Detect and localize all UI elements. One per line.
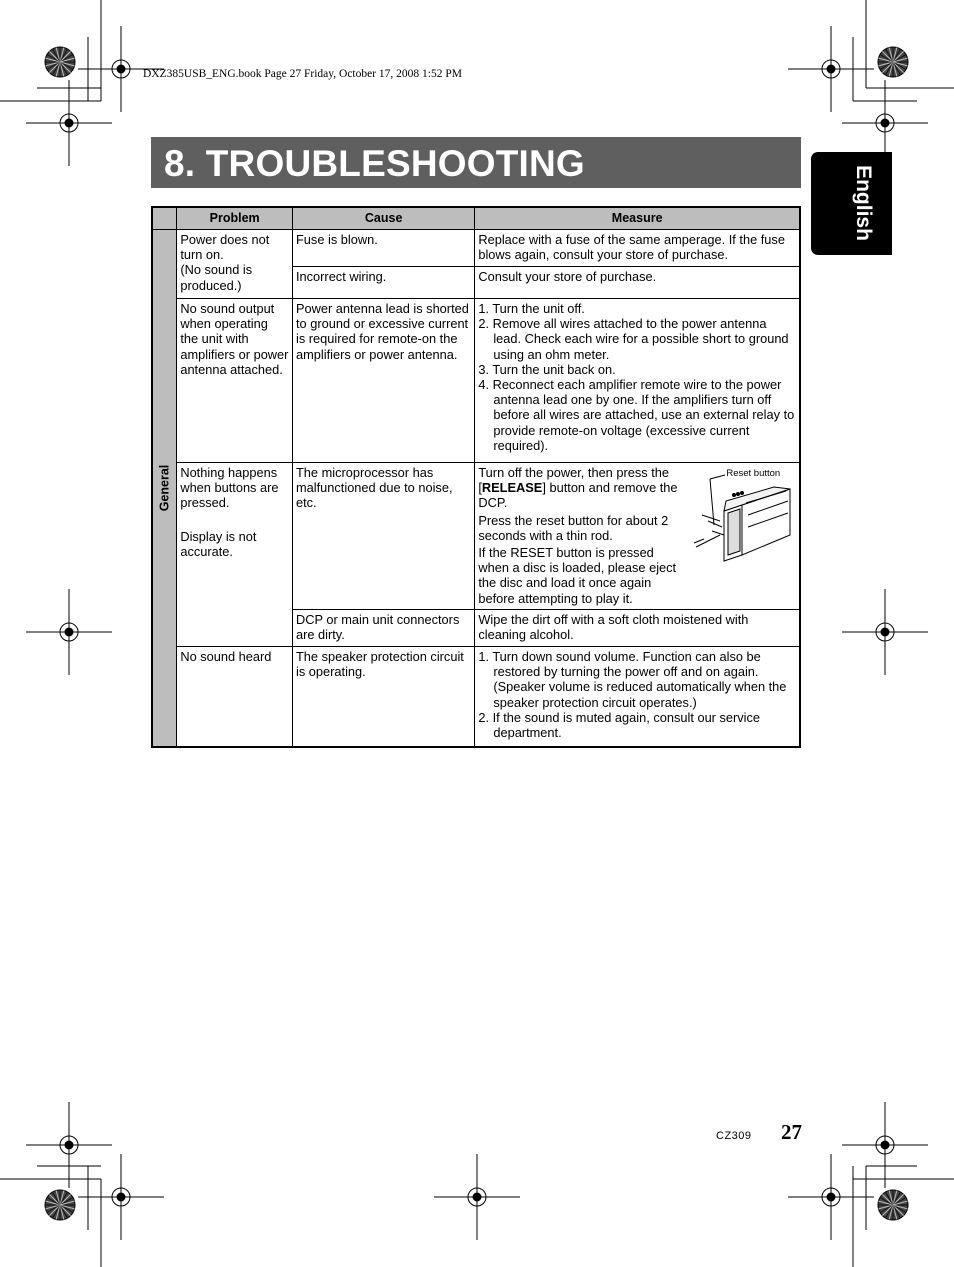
language-side-tab bbox=[811, 152, 892, 255]
registration-target bbox=[26, 1102, 112, 1188]
registration-target bbox=[788, 1154, 874, 1240]
reset-step-note: If the RESET button is pressed when a disc is loaded, please eject the disc and load it once again before attempting to play it. bbox=[478, 545, 677, 606]
section-title-bar bbox=[151, 137, 801, 188]
page-title: 8. TROUBLESHOOTING bbox=[164, 143, 585, 184]
release-button-name: RELEASE bbox=[481, 480, 543, 496]
registration-dial bbox=[878, 47, 908, 77]
cause-cell: Incorrect wiring. bbox=[292, 267, 474, 299]
measure-cell: Replace with a fuse of the same amperage. If the fuse blows again, consult your store of purchase. bbox=[475, 230, 800, 267]
cause-cell: Fuse is blown. bbox=[292, 230, 474, 267]
registration-target bbox=[434, 1154, 520, 1240]
reset-step-press: Press the reset button for about 2 seconds with a thin rod. bbox=[478, 512, 669, 543]
category-label: General bbox=[157, 464, 172, 512]
model-code: CZ309 bbox=[716, 1130, 752, 1142]
file-header-line: DXZ385USB_ENG.book Page 27 Friday, October 17, 2008 1:52 PM bbox=[143, 68, 463, 80]
measure-step: 1. Turn the unit off. bbox=[478, 301, 585, 316]
measure-header: Measure bbox=[475, 207, 800, 230]
registration-dial bbox=[878, 1190, 908, 1220]
table-row bbox=[152, 230, 800, 267]
measure-step: 2. Remove all wires attached to the power antenna lead. Check each wire for a possible short to ground using an ohm meter. bbox=[478, 316, 789, 362]
registration-target bbox=[26, 80, 112, 166]
problem-cell bbox=[177, 463, 293, 647]
measure-cell bbox=[475, 647, 800, 747]
measure-steps bbox=[478, 301, 796, 453]
measure-step: 1. Turn down sound volume. Function can also be restored by turning the power off and on again. (Speaker volume is reduced automatically when the speaker protection circuit operates.) bbox=[478, 649, 787, 710]
problem-text: (No sound is produced.) bbox=[180, 262, 253, 293]
registration-target bbox=[788, 26, 874, 112]
category-header bbox=[152, 207, 177, 230]
registration-dial bbox=[45, 1190, 75, 1220]
registration-dial bbox=[45, 47, 75, 77]
cause-cell: The speaker protection circuit is operating. bbox=[292, 647, 474, 747]
page-number: 27 bbox=[781, 1120, 802, 1144]
problem-cell bbox=[177, 230, 293, 299]
measure-cell bbox=[475, 463, 800, 610]
reset-step-release: Turn off the power, then press the [RELEASE] button and remove the DCP. bbox=[478, 465, 678, 511]
registration-target bbox=[842, 1102, 928, 1188]
category-cell bbox=[152, 230, 177, 747]
problem-cell: No sound output when operating the unit with amplifiers or power antenna attached. bbox=[177, 299, 293, 463]
reset-button-label: Reset button bbox=[726, 468, 781, 479]
troubleshooting-table bbox=[151, 206, 801, 748]
head-unit-illustration bbox=[690, 465, 802, 575]
cause-cell: Power antenna lead is shorted to ground or excessive current is required for remote-on the amplifiers or power antenna. bbox=[292, 299, 474, 463]
measure-cell bbox=[475, 299, 800, 463]
registration-target bbox=[842, 589, 928, 675]
table-row bbox=[152, 299, 800, 463]
registration-target bbox=[78, 1154, 164, 1240]
measure-step: 2. If the sound is muted again, consult our service department. bbox=[478, 709, 761, 741]
problem-text: Power does not turn on. bbox=[180, 232, 270, 263]
table-row bbox=[152, 647, 800, 747]
problem-text: Nothing happens when buttons are pressed. bbox=[180, 465, 279, 511]
language-label: English bbox=[852, 165, 875, 241]
measure-step: 3. Turn the unit back on. bbox=[478, 361, 616, 377]
reset-button-figure bbox=[690, 465, 802, 575]
problem-text: Display is not accurate. bbox=[180, 528, 257, 559]
registration-target bbox=[26, 589, 112, 675]
table-row bbox=[152, 463, 800, 610]
measure-cell: Wipe the dirt off with a soft cloth moistened with cleaning alcohol. bbox=[475, 610, 800, 647]
cause-cell: The microprocessor has malfunctioned due to noise, etc. bbox=[292, 463, 474, 610]
measure-steps bbox=[478, 649, 796, 740]
cause-header: Cause bbox=[292, 207, 474, 230]
measure-step: 4. Reconnect each amplifier remote wire to the power antenna lead one by one. If the amplifiers turn off before all wires are attached, use an external relay to provide remote-on voltage (excessive current required). bbox=[478, 377, 795, 453]
cause-cell: DCP or main unit connectors are dirty. bbox=[292, 610, 474, 647]
problem-cell: No sound heard bbox=[177, 647, 293, 747]
reset-instructions bbox=[478, 465, 796, 606]
measure-cell: Consult your store of purchase. bbox=[475, 267, 800, 299]
problem-header: Problem bbox=[177, 207, 293, 230]
